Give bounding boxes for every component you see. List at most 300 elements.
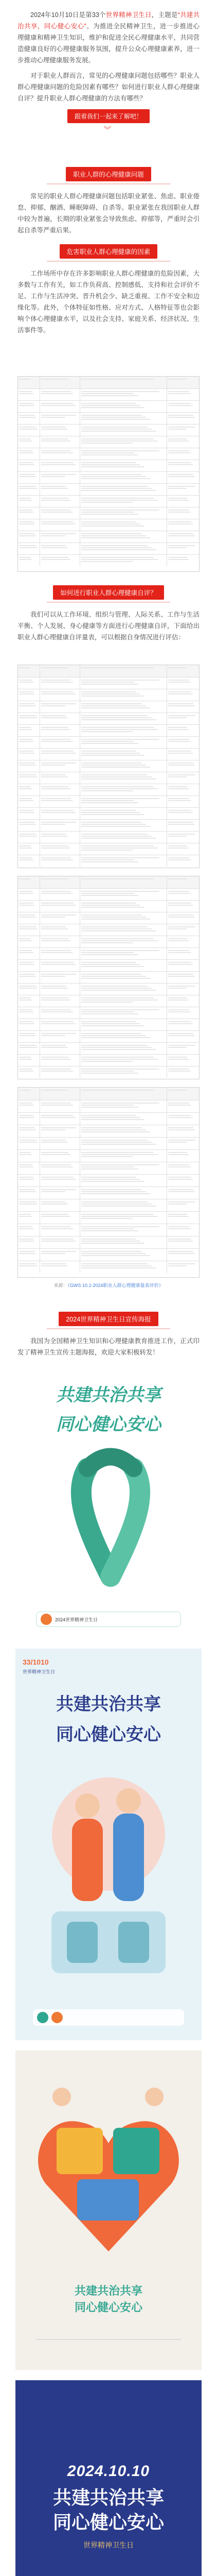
table-cell [80, 401, 167, 412]
table-cell [167, 448, 199, 460]
table-cell [80, 531, 167, 543]
table-cell [18, 389, 40, 400]
table-cell [80, 689, 167, 701]
table-cell [167, 936, 199, 947]
table-row [18, 400, 199, 412]
table-cell [40, 413, 79, 424]
poster-1 [15, 1360, 202, 1638]
table-cell [18, 413, 40, 424]
table-cell [167, 460, 199, 471]
table-cell [18, 737, 40, 748]
table-cell [167, 960, 199, 971]
table-cell [18, 855, 40, 867]
poster-title-line1: 共建共治共享 [74, 2284, 142, 2297]
table-cell [80, 960, 167, 971]
table-cell [80, 1100, 167, 1112]
table-cell [80, 1019, 167, 1030]
table-row [18, 772, 199, 784]
table-cell [167, 1088, 199, 1100]
table-cell [18, 912, 40, 924]
poster-title-line2: 同心健心安心 [74, 2301, 142, 2314]
table-cell [167, 496, 199, 507]
table-row [18, 1162, 199, 1174]
table-row [18, 1007, 199, 1019]
table-cell [18, 496, 40, 507]
section-risk-factors [0, 241, 217, 336]
table-cell [40, 519, 79, 531]
down-arrow-icon: ︾ [103, 126, 114, 134]
table-cell [40, 820, 79, 831]
table-cell [167, 1224, 199, 1236]
section-self-assessment [0, 582, 217, 643]
table-cell [40, 1212, 79, 1224]
table-cell [18, 401, 40, 412]
table-cell [80, 749, 167, 760]
table-image [17, 376, 200, 572]
table-row [18, 665, 199, 677]
table-row [18, 983, 199, 995]
table-cell [80, 1212, 167, 1224]
table-image [17, 665, 200, 868]
table-cell [18, 749, 40, 760]
intro-section [0, 9, 217, 134]
table-cell [18, 1019, 40, 1030]
table-cell [167, 1162, 199, 1174]
table-cell [167, 889, 199, 900]
table-row [18, 1112, 199, 1125]
table-cell [167, 701, 199, 713]
table-cell [167, 995, 199, 1007]
table-cell [18, 901, 40, 912]
table-cell [40, 701, 79, 713]
table-cell [167, 820, 199, 831]
table-row [18, 1100, 199, 1112]
table-cell [167, 948, 199, 959]
table-cell [18, 1066, 40, 1078]
section-paragraph: 常见的职业人群心理健康问题包括职业紧张、焦虑、职业倦怠、抑郁、酗酒、睡眠障碍、自杀等。职业紧张在我国职业人群中较为普遍，长期的职业紧张会导致焦虑、抑郁等，严重时会引起自杀等严重后果。 [17, 193, 200, 234]
assessment-table-3 [0, 876, 217, 1079]
table-cell [80, 843, 167, 855]
table-cell [40, 496, 79, 507]
table-cell [80, 665, 167, 677]
table-cell [80, 713, 167, 724]
table-cell [18, 507, 40, 519]
table-cell [40, 1224, 79, 1236]
table-cell [40, 1019, 79, 1030]
table-cell [18, 784, 40, 795]
source-link[interactable]: 《GWS 10.1-2024职业人群心理健康量表评价》 [67, 1283, 164, 1288]
poster-number: 33/1010 [23, 1658, 49, 1666]
table-row [18, 1066, 199, 1078]
table-cell [80, 1187, 167, 1199]
table-cell [40, 401, 79, 412]
table-cell [40, 389, 79, 400]
table-cell [80, 948, 167, 959]
table-row [18, 460, 199, 471]
table-cell [18, 1138, 40, 1149]
table-row [18, 713, 199, 724]
table-cell [167, 665, 199, 677]
table-cell [80, 519, 167, 531]
table-row [18, 1125, 199, 1137]
table-cell [40, 1007, 79, 1019]
section-title: 职业人群的心理健康问题 [66, 167, 151, 181]
table-cell [40, 948, 79, 959]
table-row [18, 959, 199, 971]
table-cell [167, 401, 199, 412]
table-cell [167, 677, 199, 689]
table-cell [167, 749, 199, 760]
table-cell [40, 1100, 79, 1112]
section-problems [0, 164, 217, 236]
table-row [18, 1088, 199, 1100]
table-cell [80, 972, 167, 983]
table-cell [80, 555, 167, 566]
table-cell [167, 808, 199, 819]
table-cell [167, 555, 199, 566]
table-cell [40, 901, 79, 912]
table-row [18, 519, 199, 531]
table-cell [167, 713, 199, 724]
table-row [18, 543, 199, 554]
table-row [18, 748, 199, 760]
table-cell [80, 784, 167, 795]
table-row [18, 819, 199, 831]
table-row [18, 1174, 199, 1187]
table-row [18, 1042, 199, 1054]
table-cell [18, 948, 40, 959]
section-title: 危害职业人群心理健康的因素 [60, 244, 158, 259]
table-cell [80, 912, 167, 924]
table-row [18, 876, 199, 888]
table-cell [40, 425, 79, 436]
table-cell [167, 543, 199, 554]
table-cell [80, 1138, 167, 1149]
table-cell [18, 1175, 40, 1187]
table-cell [40, 1138, 79, 1149]
table-cell [18, 924, 40, 936]
table-cell [167, 843, 199, 855]
table-cell [80, 1031, 167, 1042]
section-title: 如何进行职业人群心理健康自评？ [53, 585, 164, 600]
table-cell [167, 1125, 199, 1137]
table-cell [18, 677, 40, 689]
table-cell [167, 1019, 199, 1030]
intro-paragraph-2: 对于职业人群而言，常见的心理健康问题包括哪些？职业人群心理健康问题的危险因素有哪些？如何进行职业人群心理健康自评？提升职业人群心理健康的方法有哪些？ [17, 72, 200, 102]
table-row [18, 831, 199, 843]
table-cell [167, 912, 199, 924]
table-cell [167, 737, 199, 748]
table-cell [18, 460, 40, 471]
table-row [18, 448, 199, 460]
table-cell [167, 425, 199, 436]
logo-icon [51, 2012, 63, 2023]
table-cell [18, 665, 40, 677]
table-row [18, 1248, 199, 1261]
table-cell [18, 1249, 40, 1261]
table-cell [80, 820, 167, 831]
table-cell [40, 1066, 79, 1078]
section-paragraph: 我国为全国精神卫生知识和心理健康教育推进工作，正式印发了精神卫生宣传主题海报，欢迎大家积极转发！ [17, 1337, 200, 1356]
table-cell [40, 796, 79, 807]
table-cell [18, 689, 40, 701]
table-row [18, 807, 199, 819]
table-image [17, 876, 200, 1079]
table-row [18, 689, 199, 701]
puzzle-heart-illustration [26, 2066, 191, 2272]
table-cell [167, 531, 199, 543]
table-caption: 来源：《GWS 10.1-2024职业人群心理健康量表评价》 [53, 1283, 164, 1288]
table-cell [80, 701, 167, 713]
table-cell [40, 912, 79, 924]
table-cell [80, 1150, 167, 1162]
table-cell [40, 555, 79, 566]
table-cell [18, 960, 40, 971]
poster-title-line1: 共建共治共享 [56, 1694, 161, 1714]
section-paragraph: 工作场所中存在许多影响职业人群心理健康的危险因素，大多数与工作有关，如工作负荷高、控制感低、支持和社会评价不足、工作与生活冲突、晋升机会少、缺乏重视、工作不安全和边缘化等。此外，个体特征如性格、应对方式、人格特征等也会影响个体心理健康水平，以及社会支持、家庭关系、经济状况、生活事件等。 [17, 270, 200, 334]
table-cell [167, 1031, 199, 1042]
table-cell [80, 460, 167, 471]
table-cell [80, 772, 167, 784]
table-cell [18, 1113, 40, 1125]
table-cell [80, 995, 167, 1007]
divider [47, 261, 170, 262]
table-cell [40, 924, 79, 936]
table-cell [40, 1150, 79, 1162]
table-cell [80, 1224, 167, 1236]
table-cell [167, 1138, 199, 1149]
table-cell [40, 1031, 79, 1042]
table-cell [167, 901, 199, 912]
table-cell [167, 1261, 199, 1273]
table-row [18, 1199, 199, 1211]
table-cell [40, 808, 79, 819]
table-cell [80, 1088, 167, 1100]
table-cell [40, 760, 79, 772]
table-row [18, 924, 199, 936]
table-cell [18, 531, 40, 543]
table-cell [80, 677, 167, 689]
table-row [18, 1211, 199, 1224]
table-cell [18, 1187, 40, 1199]
table-row [18, 471, 199, 483]
table-cell [18, 1150, 40, 1162]
table-cell [80, 1055, 167, 1066]
table-cell [167, 855, 199, 867]
table-cell [40, 737, 79, 748]
table-cell [167, 1066, 199, 1078]
section-title: 2024世界精神卫生日宣传海报 [59, 1312, 158, 1326]
table-cell [18, 555, 40, 566]
table-cell [18, 808, 40, 819]
table-cell [167, 876, 199, 888]
table-cell [18, 1055, 40, 1066]
table-cell [18, 1212, 40, 1224]
table-cell [40, 507, 79, 519]
table-cell [18, 843, 40, 855]
table-cell [40, 1055, 79, 1066]
poster-tag: 世界精神卫生日 [83, 2541, 134, 2549]
table-cell [80, 796, 167, 807]
logo-icon [37, 2012, 48, 2023]
table-cell [40, 689, 79, 701]
logo-icon [41, 1614, 52, 1625]
table-cell [167, 1113, 199, 1125]
table-cell [40, 832, 79, 843]
table-row [18, 855, 199, 867]
table-cell [167, 796, 199, 807]
table-cell [167, 1187, 199, 1199]
table-cell [18, 1031, 40, 1042]
table-cell [40, 1261, 79, 1273]
table-row [18, 1224, 199, 1236]
table-cell [40, 855, 79, 867]
table-cell [80, 472, 167, 483]
table-row [18, 995, 199, 1007]
table-cell [80, 1175, 167, 1187]
table-cell [167, 377, 199, 388]
table-cell [18, 760, 40, 772]
table-image [17, 1087, 200, 1278]
table-cell [18, 796, 40, 807]
table-cell [80, 901, 167, 912]
table-cell [40, 1249, 79, 1261]
table-cell [18, 984, 40, 995]
ribbon-illustration [67, 1448, 154, 1602]
table-cell [167, 1236, 199, 1248]
table-cell [18, 425, 40, 436]
table-cell [167, 389, 199, 400]
table-cell [80, 448, 167, 460]
table-cell [167, 689, 199, 701]
table-cell [18, 472, 40, 483]
table-row [18, 483, 199, 495]
table-cell [40, 531, 79, 543]
table-cell [40, 889, 79, 900]
table-cell [40, 1088, 79, 1100]
table-cell [80, 1236, 167, 1248]
table-row [18, 1019, 199, 1030]
table-row [18, 412, 199, 424]
table-cell [18, 832, 40, 843]
table-cell [80, 543, 167, 554]
table-row [18, 795, 199, 807]
table-cell [40, 713, 79, 724]
table-cell [80, 924, 167, 936]
table-cell [18, 1088, 40, 1100]
table-cell [18, 436, 40, 448]
table-cell [40, 843, 79, 855]
table-cell [167, 772, 199, 784]
table-cell [18, 772, 40, 784]
table-cell [80, 1113, 167, 1125]
table-row [18, 900, 199, 912]
table-cell [167, 1007, 199, 1019]
table-row [18, 424, 199, 436]
table-cell [80, 936, 167, 947]
table-row [18, 377, 199, 388]
table-cell [18, 543, 40, 554]
table-cell [80, 1043, 167, 1054]
table-row [18, 784, 199, 795]
assessment-table-4 [0, 1087, 217, 1289]
poster-title-line2: 同心健心安心 [52, 2512, 164, 2533]
table-row [18, 947, 199, 959]
table-cell [40, 984, 79, 995]
table-row [18, 436, 199, 448]
poster-strip [33, 2009, 184, 2026]
table-cell [80, 389, 167, 400]
table-cell [40, 460, 79, 471]
learn-more-button[interactable]: 跟着我们一起来了解吧！ [67, 109, 150, 123]
table-cell [40, 677, 79, 689]
table-row [18, 1054, 199, 1066]
table-cell [80, 425, 167, 436]
table-cell [167, 1175, 199, 1187]
table-cell [80, 1066, 167, 1078]
table-cell [40, 725, 79, 736]
table-row [18, 1030, 199, 1042]
table-cell [167, 984, 199, 995]
table-cell [18, 972, 40, 983]
table-cell [167, 484, 199, 495]
table-cell [40, 784, 79, 795]
table-cell [167, 1100, 199, 1112]
table-cell [80, 484, 167, 495]
table-cell [40, 995, 79, 1007]
table-cell [18, 377, 40, 388]
poster-strip: 2024世界精神卫生日 [36, 1612, 181, 1627]
table-cell [40, 936, 79, 947]
table-cell [80, 725, 167, 736]
poster-date: 2024.10.10 [67, 2463, 150, 2480]
table-cell [167, 760, 199, 772]
table-cell [40, 972, 79, 983]
table-cell [18, 1007, 40, 1019]
table-cell [18, 995, 40, 1007]
table-cell [80, 1125, 167, 1137]
table-row [18, 1149, 199, 1162]
assessment-table-1 [0, 376, 217, 572]
poster-2 [15, 1649, 202, 2040]
divider [47, 1328, 170, 1329]
table-cell [167, 1212, 199, 1224]
table-cell [167, 1055, 199, 1066]
table-row [18, 912, 199, 924]
table-cell [18, 701, 40, 713]
table-cell [40, 1043, 79, 1054]
table-cell [80, 1199, 167, 1211]
table-cell [80, 889, 167, 900]
table-cell [167, 832, 199, 843]
table-cell [80, 1162, 167, 1174]
table-cell [18, 484, 40, 495]
table-cell [18, 1043, 40, 1054]
table-cell [167, 1199, 199, 1211]
table-cell [80, 832, 167, 843]
poster-title-line1: 共建共治共享 [56, 1385, 161, 1405]
table-cell [80, 855, 167, 867]
highlight-day: 世界精神卫生日 [105, 11, 152, 19]
table-cell [167, 413, 199, 424]
table-cell [40, 436, 79, 448]
table-cell [80, 436, 167, 448]
table-row [18, 843, 199, 855]
poster-subtitle: 世界精神卫生日 [23, 1669, 56, 1674]
table-cell [18, 1224, 40, 1236]
table-row [18, 701, 199, 713]
table-cell [18, 725, 40, 736]
